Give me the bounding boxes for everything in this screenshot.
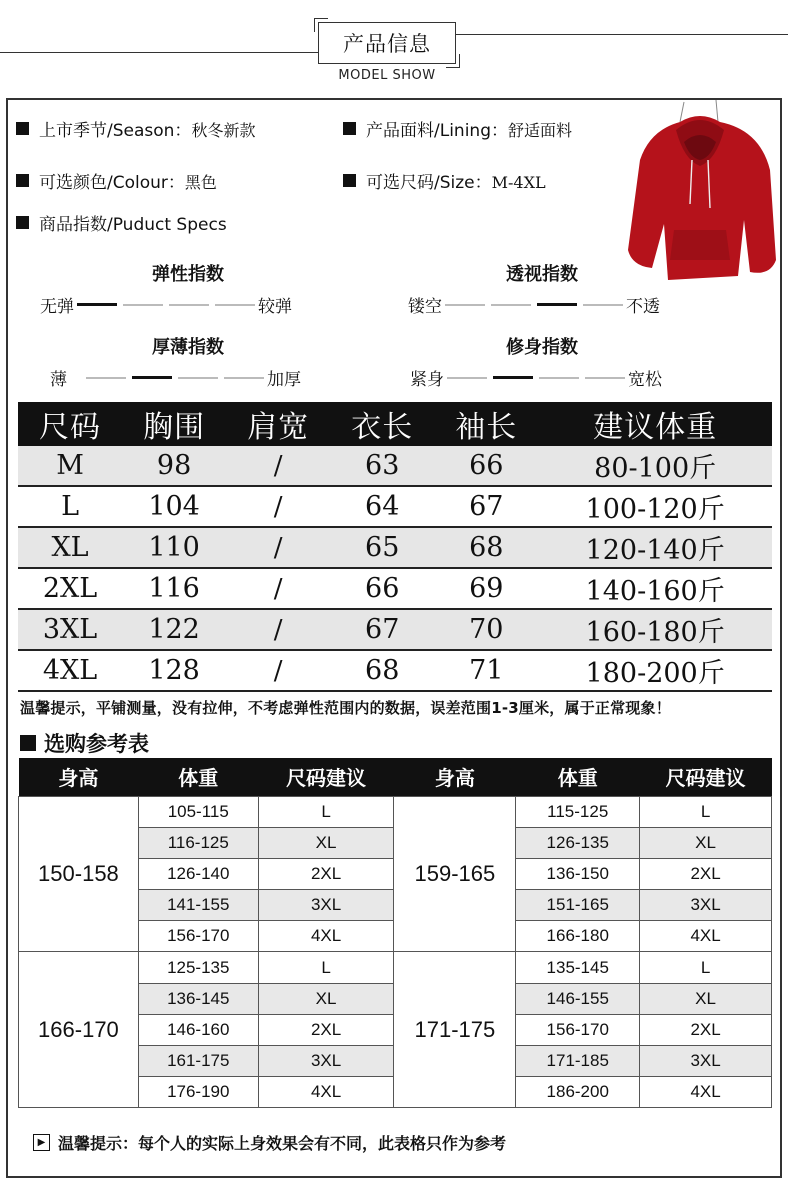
table-cell: 110 xyxy=(122,527,226,568)
table-cell: 68 xyxy=(434,527,538,568)
info-specs xyxy=(16,210,227,235)
section-subtitle: MODEL SHOW xyxy=(338,68,436,83)
size-suggestion-cell: XL xyxy=(640,827,772,858)
scale-segment xyxy=(491,304,531,306)
fit-left-label: 紧身 xyxy=(410,370,444,390)
fit-right-label: 宽松 xyxy=(628,370,662,390)
reference-tip-text: 温馨提示：每个人的实际上身效果会有不同，此表格只作为参考 xyxy=(58,1134,507,1153)
table-row xyxy=(18,650,772,691)
table-cell: M xyxy=(18,446,122,486)
fabric-value: 舒适面料 xyxy=(508,121,573,140)
bullet-square-icon xyxy=(16,122,29,135)
size-suggestion-cell: XL xyxy=(640,983,772,1014)
size-suggestion-cell: 4XL xyxy=(640,921,772,952)
thickness-left-label: 薄 xyxy=(50,370,67,390)
header-cell: 肩宽 xyxy=(226,402,330,446)
size-suggestion-cell: 4XL xyxy=(258,1077,394,1108)
weight-cell: 125-135 xyxy=(138,952,258,983)
size-suggestion-cell: 2XL xyxy=(258,858,394,889)
header-cell: 尺码建议 xyxy=(258,758,394,796)
size-suggestion-cell: 3XL xyxy=(258,890,394,921)
header-divider-left xyxy=(0,52,318,53)
elastic-left-label: 无弹 xyxy=(40,297,74,317)
scale-segment xyxy=(537,303,577,306)
colour-value: 黑色 xyxy=(184,173,217,192)
table-cell: 98 xyxy=(122,446,226,486)
table-row xyxy=(18,527,772,568)
weight-cell: 156-170 xyxy=(516,1014,640,1045)
height-range-cell: 166-170 xyxy=(19,952,139,1108)
weight-cell: 176-190 xyxy=(138,1077,258,1108)
table-cell: 69 xyxy=(434,568,538,609)
weight-cell: 166-180 xyxy=(516,921,640,952)
height-range-cell: 150-158 xyxy=(19,796,139,952)
table-cell: 80-100斤 xyxy=(538,446,772,486)
table-cell: 104 xyxy=(122,486,226,527)
size-suggestion-cell: L xyxy=(640,796,772,827)
size-suggestion-cell: XL xyxy=(258,827,394,858)
weight-cell: 136-145 xyxy=(138,983,258,1014)
section-title: 产品信息 xyxy=(343,32,431,56)
elastic-right-label: 较弹 xyxy=(258,297,292,317)
table-cell: 160-180斤 xyxy=(538,609,772,650)
table-cell: XL xyxy=(18,527,122,568)
play-icon: ▶ xyxy=(33,1134,50,1151)
season-value: 秋冬新款 xyxy=(191,121,256,140)
fabric-label: 产品面料/Lining： xyxy=(366,121,508,141)
size-suggestion-cell: 3XL xyxy=(640,1046,772,1077)
guide-table-header xyxy=(19,758,772,796)
table-cell: 71 xyxy=(434,650,538,691)
scale-segment xyxy=(123,304,163,306)
size-suggestion-cell: L xyxy=(258,952,394,983)
see-through-index-title: 透视指数 xyxy=(506,264,578,285)
size-suggestion-cell: 2XL xyxy=(640,858,772,889)
table-cell: 116 xyxy=(122,568,226,609)
scale-segment xyxy=(224,377,264,379)
table-row xyxy=(19,796,772,827)
scale-segment xyxy=(583,304,623,306)
weight-cell: 136-150 xyxy=(516,858,640,889)
fit-index-title: 修身指数 xyxy=(506,337,578,358)
table-row xyxy=(18,446,772,486)
guide-title-text: 选购参考表 xyxy=(44,732,149,756)
table-cell: 180-200斤 xyxy=(538,650,772,691)
scale-segment xyxy=(215,304,255,306)
table-cell: 4XL xyxy=(18,650,122,691)
specs-label: 商品指数/Puduct Specs xyxy=(39,215,227,235)
scale-segment xyxy=(445,304,485,306)
scale-segment xyxy=(493,376,533,379)
header-cell: 胸围 xyxy=(122,402,226,446)
weight-cell: 105-115 xyxy=(138,796,258,827)
red-hoodie-image xyxy=(620,100,780,290)
weight-cell: 151-165 xyxy=(516,890,640,921)
table-cell: / xyxy=(226,650,330,691)
see-through-left-label: 镂空 xyxy=(408,297,442,317)
bullet-square-icon xyxy=(16,174,29,187)
table-cell: 66 xyxy=(330,568,434,609)
see-through-index-scale xyxy=(408,292,660,317)
weight-cell: 146-160 xyxy=(138,1014,258,1045)
table-cell: 66 xyxy=(434,446,538,486)
table-cell: / xyxy=(226,486,330,527)
weight-cell: 171-185 xyxy=(516,1046,640,1077)
table-row xyxy=(19,952,772,983)
guide-table xyxy=(18,758,772,1108)
size-value: M-4XL xyxy=(491,173,546,192)
size-suggestion-cell: L xyxy=(258,796,394,827)
table-cell: 3XL xyxy=(18,609,122,650)
weight-cell: 126-140 xyxy=(138,858,258,889)
scale-segment xyxy=(539,377,579,379)
weight-cell: 135-145 xyxy=(516,952,640,983)
header-cell: 尺码建议 xyxy=(640,758,772,796)
section-header xyxy=(0,0,788,100)
guide-title xyxy=(20,728,149,758)
size-suggestion-cell: 3XL xyxy=(258,1046,394,1077)
bullet-square-icon xyxy=(20,735,36,751)
measurement-tip: 温馨提示，平铺测量，没有拉伸，不考虑弹性范围内的数据，误差范围1-3厘米，属于正常现象！ xyxy=(20,699,671,717)
table-cell: 122 xyxy=(122,609,226,650)
info-colour xyxy=(16,168,217,193)
table-cell: / xyxy=(226,446,330,486)
table-cell: 67 xyxy=(434,486,538,527)
header-cell: 体重 xyxy=(138,758,258,796)
info-size xyxy=(343,168,546,193)
size-suggestion-cell: L xyxy=(640,952,772,983)
see-through-right-label: 不透 xyxy=(626,297,660,317)
scale-segment xyxy=(585,377,625,379)
colour-label: 可选颜色/Colour： xyxy=(39,173,185,193)
table-cell: 100-120斤 xyxy=(538,486,772,527)
table-cell: 68 xyxy=(330,650,434,691)
elastic-index-title: 弹性指数 xyxy=(152,264,224,285)
weight-cell: 116-125 xyxy=(138,827,258,858)
scale-segment xyxy=(77,303,117,306)
table-row xyxy=(18,568,772,609)
reference-tip xyxy=(33,1131,506,1154)
table-cell: / xyxy=(226,609,330,650)
thickness-right-label: 加厚 xyxy=(267,370,301,390)
weight-cell: 115-125 xyxy=(516,796,640,827)
info-fabric xyxy=(343,116,572,141)
elastic-index-scale xyxy=(40,292,292,317)
season-label: 上市季节/Season： xyxy=(39,121,192,141)
size-table-header xyxy=(18,402,772,446)
height-range-cell: 171-175 xyxy=(394,952,516,1108)
thickness-index-title: 厚薄指数 xyxy=(152,337,224,358)
table-cell: 67 xyxy=(330,609,434,650)
table-cell: L xyxy=(18,486,122,527)
weight-cell: 156-170 xyxy=(138,921,258,952)
size-label: 可选尺码/Size： xyxy=(366,173,492,193)
bullet-square-icon xyxy=(343,174,356,187)
size-suggestion-cell: XL xyxy=(258,983,394,1014)
bullet-square-icon xyxy=(16,216,29,229)
table-cell: 70 xyxy=(434,609,538,650)
table-cell: 63 xyxy=(330,446,434,486)
header-cell: 衣长 xyxy=(330,402,434,446)
table-row xyxy=(18,609,772,650)
scale-segment xyxy=(178,377,218,379)
header-divider-right xyxy=(456,34,788,35)
size-suggestion-cell: 4XL xyxy=(258,921,394,952)
size-suggestion-cell: 2XL xyxy=(258,1014,394,1045)
header-cell: 尺码 xyxy=(18,402,122,446)
weight-cell: 186-200 xyxy=(516,1077,640,1108)
fit-index-scale xyxy=(410,365,662,390)
weight-cell: 141-155 xyxy=(138,890,258,921)
info-season xyxy=(16,116,255,141)
table-cell: 128 xyxy=(122,650,226,691)
table-cell: 140-160斤 xyxy=(538,568,772,609)
weight-cell: 161-175 xyxy=(138,1046,258,1077)
header-cell: 建议体重 xyxy=(538,402,772,446)
table-cell: / xyxy=(226,568,330,609)
size-suggestion-cell: 4XL xyxy=(640,1077,772,1108)
scale-segment xyxy=(169,304,209,306)
thickness-index-scale xyxy=(50,365,301,390)
table-cell: 2XL xyxy=(18,568,122,609)
size-table xyxy=(18,402,772,692)
header-cell: 体重 xyxy=(516,758,640,796)
table-cell: 64 xyxy=(330,486,434,527)
header-cell: 身高 xyxy=(394,758,516,796)
size-suggestion-cell: 3XL xyxy=(640,890,772,921)
table-cell: 65 xyxy=(330,527,434,568)
scale-segment xyxy=(132,376,172,379)
size-suggestion-cell: 2XL xyxy=(640,1014,772,1045)
header-cell: 袖长 xyxy=(434,402,538,446)
weight-cell: 126-135 xyxy=(516,827,640,858)
table-cell: 120-140斤 xyxy=(538,527,772,568)
table-row xyxy=(18,486,772,527)
scale-segment xyxy=(447,377,487,379)
scale-segment xyxy=(86,377,126,379)
bullet-square-icon xyxy=(343,122,356,135)
weight-cell: 146-155 xyxy=(516,983,640,1014)
header-cell: 身高 xyxy=(19,758,139,796)
height-range-cell: 159-165 xyxy=(394,796,516,952)
table-cell: / xyxy=(226,527,330,568)
